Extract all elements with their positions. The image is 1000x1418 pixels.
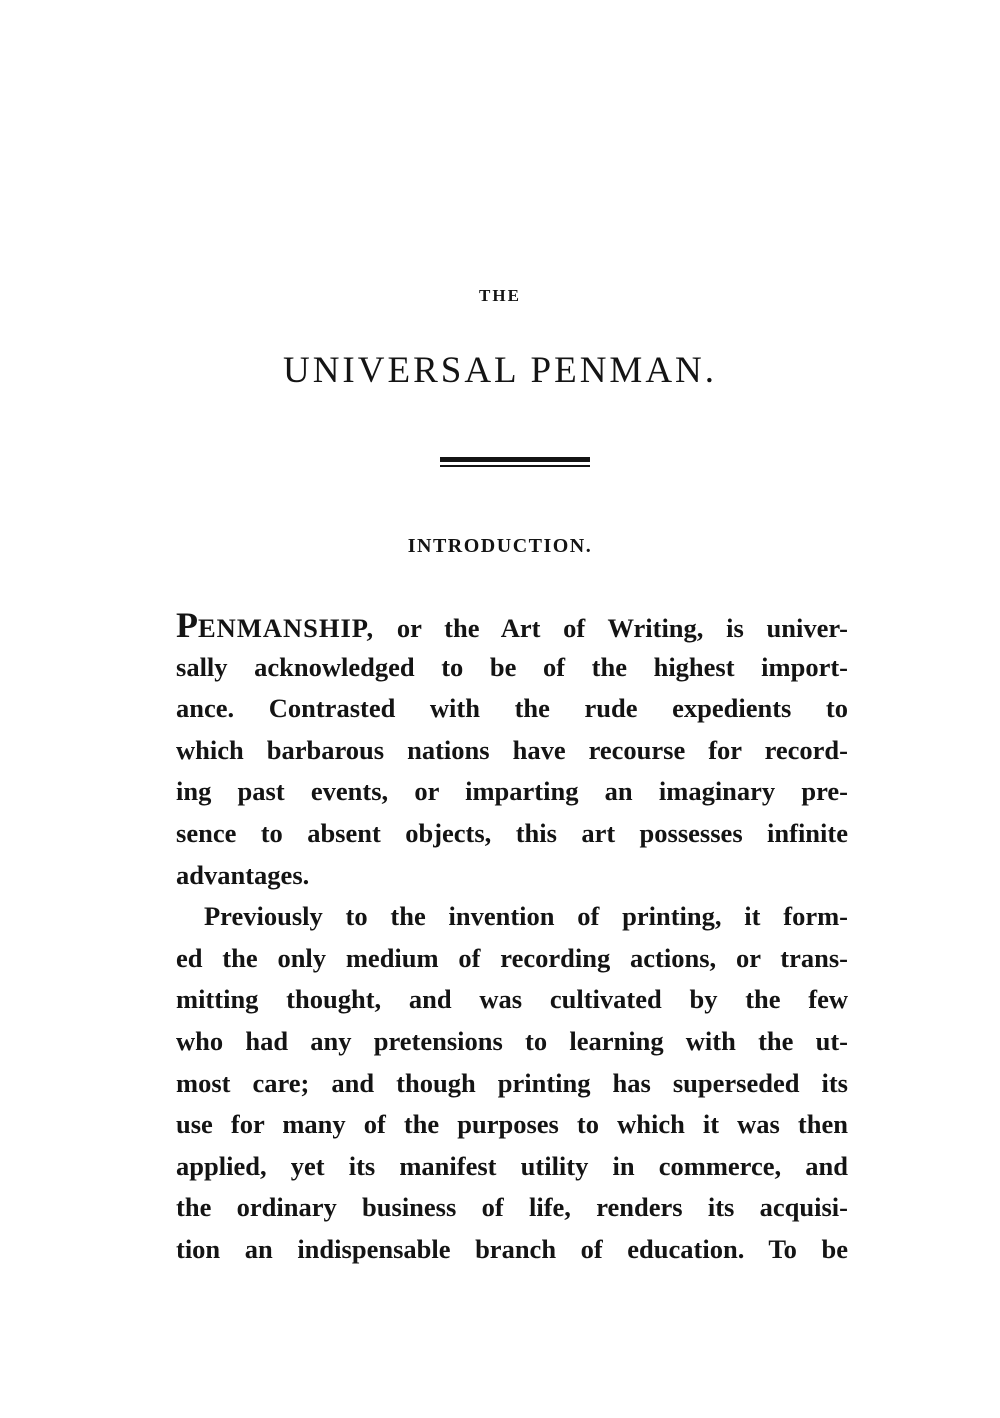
section-heading: INTRODUCTION. bbox=[407, 535, 593, 557]
rule-thin bbox=[440, 465, 590, 467]
text-line: Previously to the invention of printing, it form- bbox=[204, 901, 848, 932]
book-title: UNIVERSAL PENMAN. bbox=[282, 350, 718, 391]
paragraph-2 bbox=[176, 896, 848, 1270]
text-line: who had any pretensions to learning with the ut- bbox=[176, 1025, 848, 1056]
text-line: tion an indispensable branch of education. To be bbox=[176, 1233, 848, 1264]
paragraph-1 bbox=[176, 605, 848, 896]
line-text: or the Art of Writing, is univer- bbox=[374, 613, 848, 643]
body-text bbox=[176, 605, 848, 1271]
text-line: applied, yet its manifest utility in commerce, and bbox=[176, 1150, 848, 1181]
text-line: use for many of the purposes to which it was then bbox=[176, 1109, 848, 1140]
small-caps-word: ENMANSHIP, bbox=[198, 613, 375, 643]
text-line: sence to absent objects, this art possesses infinite bbox=[176, 817, 848, 848]
drop-capital: P bbox=[176, 605, 198, 645]
text-line: the ordinary business of life, renders its acquisi- bbox=[176, 1192, 848, 1223]
text-line: most care; and though printing has superseded its bbox=[176, 1067, 848, 1098]
text-line: which barbarous nations have recourse for record- bbox=[176, 734, 848, 765]
title-prefix: THE bbox=[479, 286, 521, 305]
text-line: ance. Contrasted with the rude expedients to bbox=[176, 693, 848, 724]
text-line: advantages. bbox=[176, 859, 310, 890]
text-line: mitting thought, and was cultivated by the few bbox=[176, 984, 848, 1015]
double-rule-divider bbox=[440, 457, 590, 469]
text-line: sally acknowledged to be of the highest import- bbox=[176, 651, 848, 682]
rule-thick bbox=[440, 457, 590, 462]
text-line: ing past events, or imparting an imaginary pre- bbox=[176, 776, 848, 807]
text-line bbox=[176, 605, 848, 647]
text-line: ed the only medium of recording actions, or trans- bbox=[176, 942, 848, 973]
